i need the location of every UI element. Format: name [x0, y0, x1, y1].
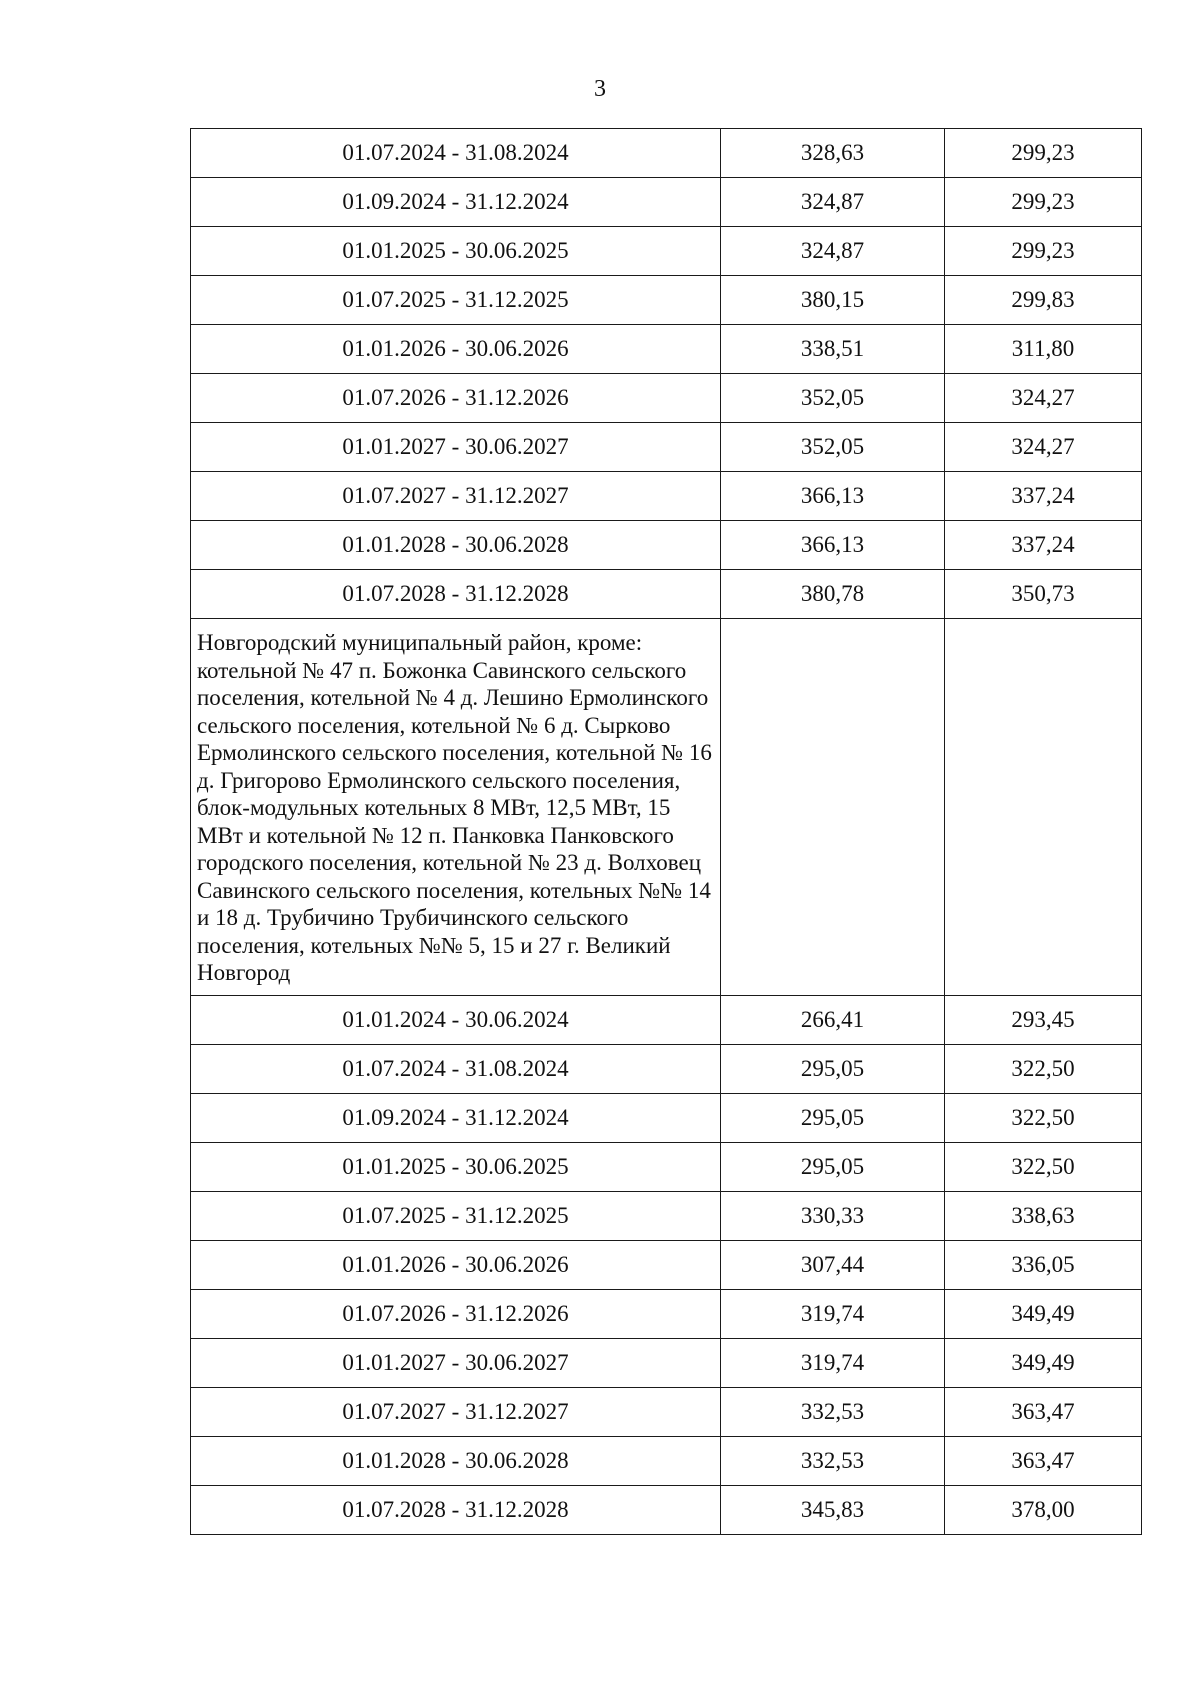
tariff-table [190, 128, 1142, 1535]
value1-cell: 352,05 [721, 423, 945, 472]
period-cell: 01.01.2025 - 30.06.2025 [191, 227, 721, 276]
table-row [191, 325, 1142, 374]
period-cell: 01.01.2027 - 30.06.2027 [191, 1338, 721, 1387]
value2-cell: 324,27 [945, 374, 1142, 423]
table-row [191, 1387, 1142, 1436]
value1-cell: 324,87 [721, 178, 945, 227]
value2-cell: 299,23 [945, 129, 1142, 178]
page-number: 3 [594, 76, 606, 102]
value2-cell: 322,50 [945, 1044, 1142, 1093]
area-description: Новгородский муниципальный район, кроме: котельной № 47 п. Божонка Савинского сельского поселения, котельной № 4 д. Лешино Ермолинского сельского поселения, котельной № 6 д. Сырково Ермолинского сельского поселения, котельной № 16 д. Григорово Ермолинского сельского поселения, блок-модульных котельных 8 МВт, 12,5 МВт, 15 МВт и котельной № 12 п. Панковка Панковского городского поселения, котельной № 23 д. Волховец Савинского сельского поселения, котельных №№ 14 и 18 д. Трубичино Трубичинского сельского поселения, котельных №№ 5, 15 и 27 г. Великий Новгород [191, 619, 721, 996]
value2-cell: 337,24 [945, 521, 1142, 570]
period-cell: 01.01.2026 - 30.06.2026 [191, 325, 721, 374]
value1-cell: 332,53 [721, 1436, 945, 1485]
value2-cell: 336,05 [945, 1240, 1142, 1289]
table-row [191, 1436, 1142, 1485]
value1-cell: 332,53 [721, 1387, 945, 1436]
table-row [191, 1485, 1142, 1534]
period-cell: 01.01.2028 - 30.06.2028 [191, 1436, 721, 1485]
value2-cell: 293,45 [945, 995, 1142, 1044]
value2-cell: 338,63 [945, 1191, 1142, 1240]
period-cell: 01.01.2024 - 30.06.2024 [191, 995, 721, 1044]
empty-cell [721, 619, 945, 996]
value2-cell: 322,50 [945, 1142, 1142, 1191]
value1-cell: 338,51 [721, 325, 945, 374]
value1-cell: 319,74 [721, 1289, 945, 1338]
value1-cell: 266,41 [721, 995, 945, 1044]
period-cell: 01.01.2028 - 30.06.2028 [191, 521, 721, 570]
value1-cell: 330,33 [721, 1191, 945, 1240]
value1-cell: 366,13 [721, 521, 945, 570]
table-row [191, 423, 1142, 472]
area-description-row [191, 619, 1142, 996]
value1-cell: 380,15 [721, 276, 945, 325]
value2-cell: 299,23 [945, 178, 1142, 227]
table-row [191, 995, 1142, 1044]
value1-cell: 307,44 [721, 1240, 945, 1289]
value2-cell: 324,27 [945, 423, 1142, 472]
value1-cell: 319,74 [721, 1338, 945, 1387]
value2-cell: 311,80 [945, 325, 1142, 374]
value2-cell: 349,49 [945, 1338, 1142, 1387]
table-row [191, 1093, 1142, 1142]
period-cell: 01.07.2027 - 31.12.2027 [191, 1387, 721, 1436]
table-row [191, 1044, 1142, 1093]
period-cell: 01.07.2024 - 31.08.2024 [191, 1044, 721, 1093]
period-cell: 01.07.2027 - 31.12.2027 [191, 472, 721, 521]
table-row [191, 227, 1142, 276]
period-cell: 01.07.2026 - 31.12.2026 [191, 1289, 721, 1338]
table-row [191, 1289, 1142, 1338]
table-row [191, 1142, 1142, 1191]
value1-cell: 295,05 [721, 1044, 945, 1093]
value2-cell: 378,00 [945, 1485, 1142, 1534]
value1-cell: 352,05 [721, 374, 945, 423]
table-row [191, 1338, 1142, 1387]
table-row [191, 472, 1142, 521]
period-cell: 01.09.2024 - 31.12.2024 [191, 178, 721, 227]
table-row [191, 129, 1142, 178]
period-cell: 01.07.2028 - 31.12.2028 [191, 570, 721, 619]
period-cell: 01.07.2024 - 31.08.2024 [191, 129, 721, 178]
period-cell: 01.07.2025 - 31.12.2025 [191, 1191, 721, 1240]
value2-cell: 299,83 [945, 276, 1142, 325]
value2-cell: 363,47 [945, 1387, 1142, 1436]
value2-cell: 363,47 [945, 1436, 1142, 1485]
period-cell: 01.07.2026 - 31.12.2026 [191, 374, 721, 423]
table-row [191, 178, 1142, 227]
table-row [191, 276, 1142, 325]
period-cell: 01.07.2028 - 31.12.2028 [191, 1485, 721, 1534]
table-row [191, 1191, 1142, 1240]
value1-cell: 295,05 [721, 1142, 945, 1191]
value1-cell: 295,05 [721, 1093, 945, 1142]
table-row [191, 570, 1142, 619]
value1-cell: 366,13 [721, 472, 945, 521]
period-cell: 01.07.2025 - 31.12.2025 [191, 276, 721, 325]
value1-cell: 324,87 [721, 227, 945, 276]
value2-cell: 337,24 [945, 472, 1142, 521]
value1-cell: 345,83 [721, 1485, 945, 1534]
table-row [191, 1240, 1142, 1289]
value2-cell: 349,49 [945, 1289, 1142, 1338]
period-cell: 01.01.2025 - 30.06.2025 [191, 1142, 721, 1191]
value2-cell: 350,73 [945, 570, 1142, 619]
period-cell: 01.01.2026 - 30.06.2026 [191, 1240, 721, 1289]
period-cell: 01.01.2027 - 30.06.2027 [191, 423, 721, 472]
value1-cell: 328,63 [721, 129, 945, 178]
value1-cell: 380,78 [721, 570, 945, 619]
value2-cell: 322,50 [945, 1093, 1142, 1142]
table-row [191, 521, 1142, 570]
period-cell: 01.09.2024 - 31.12.2024 [191, 1093, 721, 1142]
table-row [191, 374, 1142, 423]
value2-cell: 299,23 [945, 227, 1142, 276]
empty-cell [945, 619, 1142, 996]
